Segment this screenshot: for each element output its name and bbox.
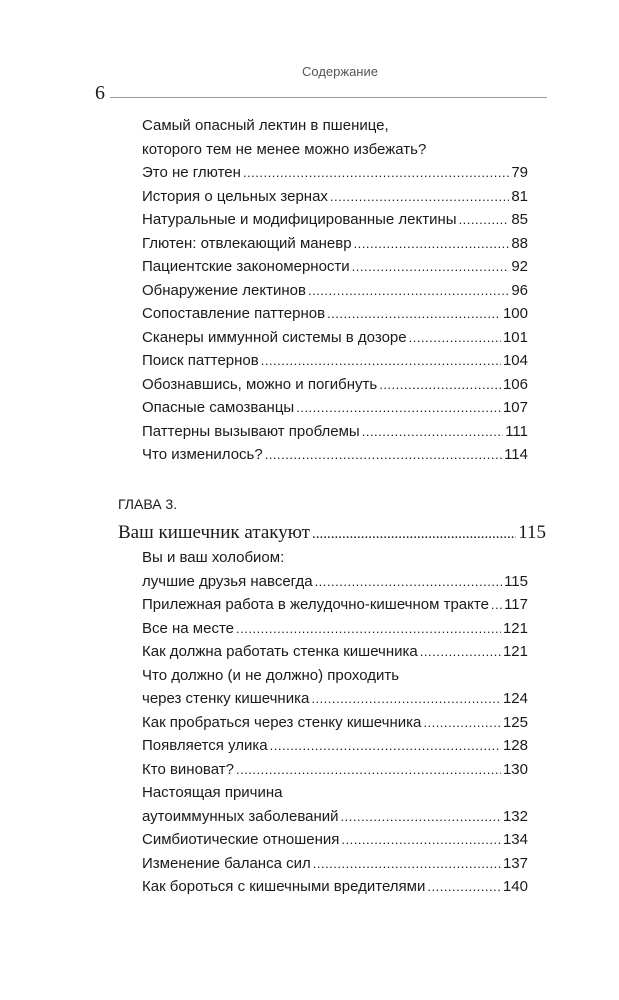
toc-entry-title: Опасные самозванцы bbox=[142, 399, 295, 416]
toc-entry-line bbox=[142, 570, 528, 594]
toc-entry-title: Обнаружение лектинов bbox=[142, 281, 306, 299]
toc-entry bbox=[142, 711, 528, 735]
toc-section-2 bbox=[142, 546, 528, 899]
toc-entry-title: Как должна работать стенка кишечника bbox=[142, 643, 418, 660]
toc-entry-page-number: 79 bbox=[511, 164, 528, 181]
toc-entry-title: Как пробраться через стенку кишечника bbox=[142, 713, 422, 731]
toc-entry-title: Сопоставление паттернов bbox=[142, 305, 326, 322]
toc-entry bbox=[142, 326, 528, 350]
toc-entry bbox=[142, 255, 528, 279]
toc-entry-line bbox=[142, 664, 528, 688]
toc-entry bbox=[142, 302, 528, 326]
toc-entry bbox=[142, 420, 528, 444]
dot-leader bbox=[270, 734, 501, 758]
toc-entry-line bbox=[142, 734, 528, 758]
toc-entry-page-number: 106 bbox=[502, 375, 528, 393]
toc-entry bbox=[142, 396, 528, 420]
toc-entry-title: Пациентские закономерности bbox=[142, 258, 350, 275]
toc-entry bbox=[142, 373, 528, 397]
toc-entry bbox=[142, 734, 528, 758]
toc-entry-line bbox=[142, 758, 528, 782]
toc-entry-page-number: 114 bbox=[504, 446, 528, 463]
toc-entry-page-number: 130 bbox=[502, 760, 528, 778]
toc-entry-line bbox=[142, 326, 528, 350]
toc-entry-page-number: 85 bbox=[511, 211, 528, 228]
toc-entry-page-number: 128 bbox=[502, 737, 528, 754]
toc-entry-title: Натуральные и модифицированные лектины bbox=[142, 211, 457, 228]
chapter-label: ГЛАВА 3. bbox=[118, 496, 178, 512]
toc-entry-page-number: 115 bbox=[504, 572, 528, 590]
toc-entry-title: Самый опасный лектин в пшенице, bbox=[142, 117, 389, 134]
toc-entry bbox=[142, 232, 528, 256]
toc-entry-title: Настоящая причина bbox=[142, 784, 283, 801]
dot-leader bbox=[296, 396, 501, 420]
dot-leader bbox=[427, 875, 501, 899]
toc-entry-page-number: 92 bbox=[511, 258, 528, 275]
toc-entry bbox=[142, 828, 528, 852]
dot-leader bbox=[261, 349, 501, 373]
toc-entry-page-number: 121 bbox=[502, 619, 528, 637]
toc-entry bbox=[142, 349, 528, 373]
toc-entry bbox=[142, 443, 528, 467]
toc-entry-page-number: 132 bbox=[502, 807, 528, 825]
toc-entry-line bbox=[142, 640, 528, 664]
toc-entry-title: Глютен: отвлекающий маневр bbox=[142, 234, 352, 252]
toc-entry-line bbox=[142, 373, 528, 397]
toc-entry-page-number: 96 bbox=[511, 281, 528, 299]
toc-entry-title: Кто виноват? bbox=[142, 760, 234, 778]
toc-entry-line bbox=[142, 711, 528, 735]
dot-leader bbox=[354, 232, 510, 256]
dot-leader bbox=[313, 852, 501, 876]
dot-leader bbox=[236, 617, 501, 641]
dot-leader bbox=[308, 279, 509, 303]
toc-entry bbox=[142, 279, 528, 303]
toc-entry bbox=[142, 664, 528, 711]
toc-entry-page-number: 140 bbox=[502, 878, 528, 895]
toc-entry-page-number: 101 bbox=[502, 328, 528, 346]
toc-entry-line bbox=[142, 546, 528, 570]
toc-entry bbox=[142, 546, 528, 593]
toc-entry-page-number: 117 bbox=[504, 596, 528, 613]
dot-leader bbox=[420, 640, 501, 664]
dot-leader bbox=[311, 687, 501, 711]
dot-leader bbox=[341, 805, 501, 829]
toc-entry-line bbox=[142, 593, 528, 617]
toc-entry-line bbox=[142, 852, 528, 876]
toc-entry-line bbox=[142, 255, 528, 279]
toc-entry-title: Что должно (и не должно) проходить bbox=[142, 666, 400, 684]
dot-leader bbox=[352, 255, 510, 279]
toc-entry-title: Сканеры иммунной системы в дозоре bbox=[142, 328, 407, 346]
dot-leader bbox=[379, 373, 501, 397]
toc-entry-title: Паттерны вызывают проблемы bbox=[142, 422, 360, 440]
toc-entry-line bbox=[142, 396, 528, 420]
toc-entry-page-number: 121 bbox=[502, 643, 528, 660]
toc-entry bbox=[142, 758, 528, 782]
toc-entry-line bbox=[142, 875, 528, 899]
toc-entry-title: Как бороться с кишечными вредителями bbox=[142, 878, 426, 895]
toc-entry bbox=[142, 781, 528, 828]
toc-entry-title: Прилежная работа в желудочно-кишечном тракте bbox=[142, 596, 489, 613]
toc-entry bbox=[142, 593, 528, 617]
toc-entry bbox=[142, 640, 528, 664]
toc-entry-title: аутоиммунных заболеваний bbox=[142, 807, 339, 825]
toc-entry-title: Все на месте bbox=[142, 619, 235, 637]
dot-leader bbox=[362, 420, 503, 444]
dot-leader bbox=[236, 758, 501, 782]
dot-leader bbox=[265, 443, 502, 467]
chapter-page-number: 115 bbox=[518, 522, 546, 543]
toc-entry-title: История о цельных зернах bbox=[142, 187, 328, 205]
toc-entry-title: лучшие друзья навсегда bbox=[142, 572, 313, 590]
toc-entry bbox=[142, 185, 528, 209]
toc-entry-line bbox=[142, 279, 528, 303]
toc-entry-line bbox=[142, 232, 528, 256]
toc-entry-title: через стенку кишечника bbox=[142, 690, 310, 707]
toc-entry-title: Симбиотические отношения bbox=[142, 831, 340, 848]
running-head: Содержание bbox=[302, 64, 378, 79]
dot-leader bbox=[459, 208, 510, 232]
toc-entry-title: Появляется улика bbox=[142, 737, 268, 754]
toc-entry-page-number: 88 bbox=[511, 234, 528, 252]
toc-entry-title: которого тем не менее можно избежать? bbox=[142, 140, 427, 158]
toc-entry-page-number: 137 bbox=[502, 854, 528, 872]
toc-entry-line bbox=[142, 185, 528, 209]
toc-entry-line bbox=[142, 161, 528, 185]
toc-entry-title: Обознавшись, можно и погибнуть bbox=[142, 375, 378, 393]
page-number: 6 bbox=[95, 82, 105, 104]
toc-entry-line bbox=[142, 349, 528, 373]
toc-entry-page-number: 81 bbox=[511, 187, 528, 205]
dot-leader bbox=[423, 711, 501, 735]
toc-entry bbox=[142, 114, 528, 185]
toc-entry-page-number: 124 bbox=[502, 690, 528, 707]
toc-entry-page-number: 100 bbox=[502, 305, 528, 322]
chapter-title-text: Ваш кишечник атакуют bbox=[118, 522, 310, 543]
chapter-title bbox=[118, 522, 546, 544]
dot-leader bbox=[315, 570, 503, 594]
toc-section-1 bbox=[142, 114, 528, 467]
toc-entry-page-number: 125 bbox=[502, 713, 528, 731]
header-rule bbox=[110, 97, 547, 98]
toc-entry-title: Это не глютен bbox=[142, 164, 241, 181]
toc-entry-page-number: 134 bbox=[502, 831, 528, 848]
toc-entry-line bbox=[142, 443, 528, 467]
toc-entry-line bbox=[142, 781, 528, 805]
toc-entry-line bbox=[142, 687, 528, 711]
toc-entry-line bbox=[142, 617, 528, 641]
toc-entry-page-number: 104 bbox=[502, 352, 528, 369]
toc-entry-title: Вы и ваш холобиом: bbox=[142, 549, 285, 566]
toc-entry-title: Что изменилось? bbox=[142, 446, 263, 463]
dot-leader bbox=[243, 161, 509, 185]
toc-entry bbox=[142, 852, 528, 876]
dot-leader bbox=[327, 302, 501, 326]
toc-entry-line bbox=[142, 138, 528, 162]
toc-entry-line bbox=[142, 114, 528, 138]
toc-entry bbox=[142, 208, 528, 232]
toc-entry-line bbox=[142, 828, 528, 852]
toc-entry bbox=[142, 875, 528, 899]
dot-leader bbox=[409, 326, 501, 350]
toc-entry-title: Изменение баланса сил bbox=[142, 854, 311, 872]
toc-entry-title: Поиск паттернов bbox=[142, 352, 259, 369]
toc-entry-page-number: 111 bbox=[505, 422, 528, 440]
dot-leader bbox=[341, 828, 501, 852]
toc-entry-line bbox=[142, 302, 528, 326]
toc-entry-page-number: 107 bbox=[502, 399, 528, 416]
toc-entry-line bbox=[142, 420, 528, 444]
toc-entry-line bbox=[142, 208, 528, 232]
dot-leader bbox=[312, 526, 516, 543]
dot-leader bbox=[491, 593, 502, 617]
dot-leader bbox=[330, 185, 509, 209]
toc-entry bbox=[142, 617, 528, 641]
toc-entry-line bbox=[142, 805, 528, 829]
